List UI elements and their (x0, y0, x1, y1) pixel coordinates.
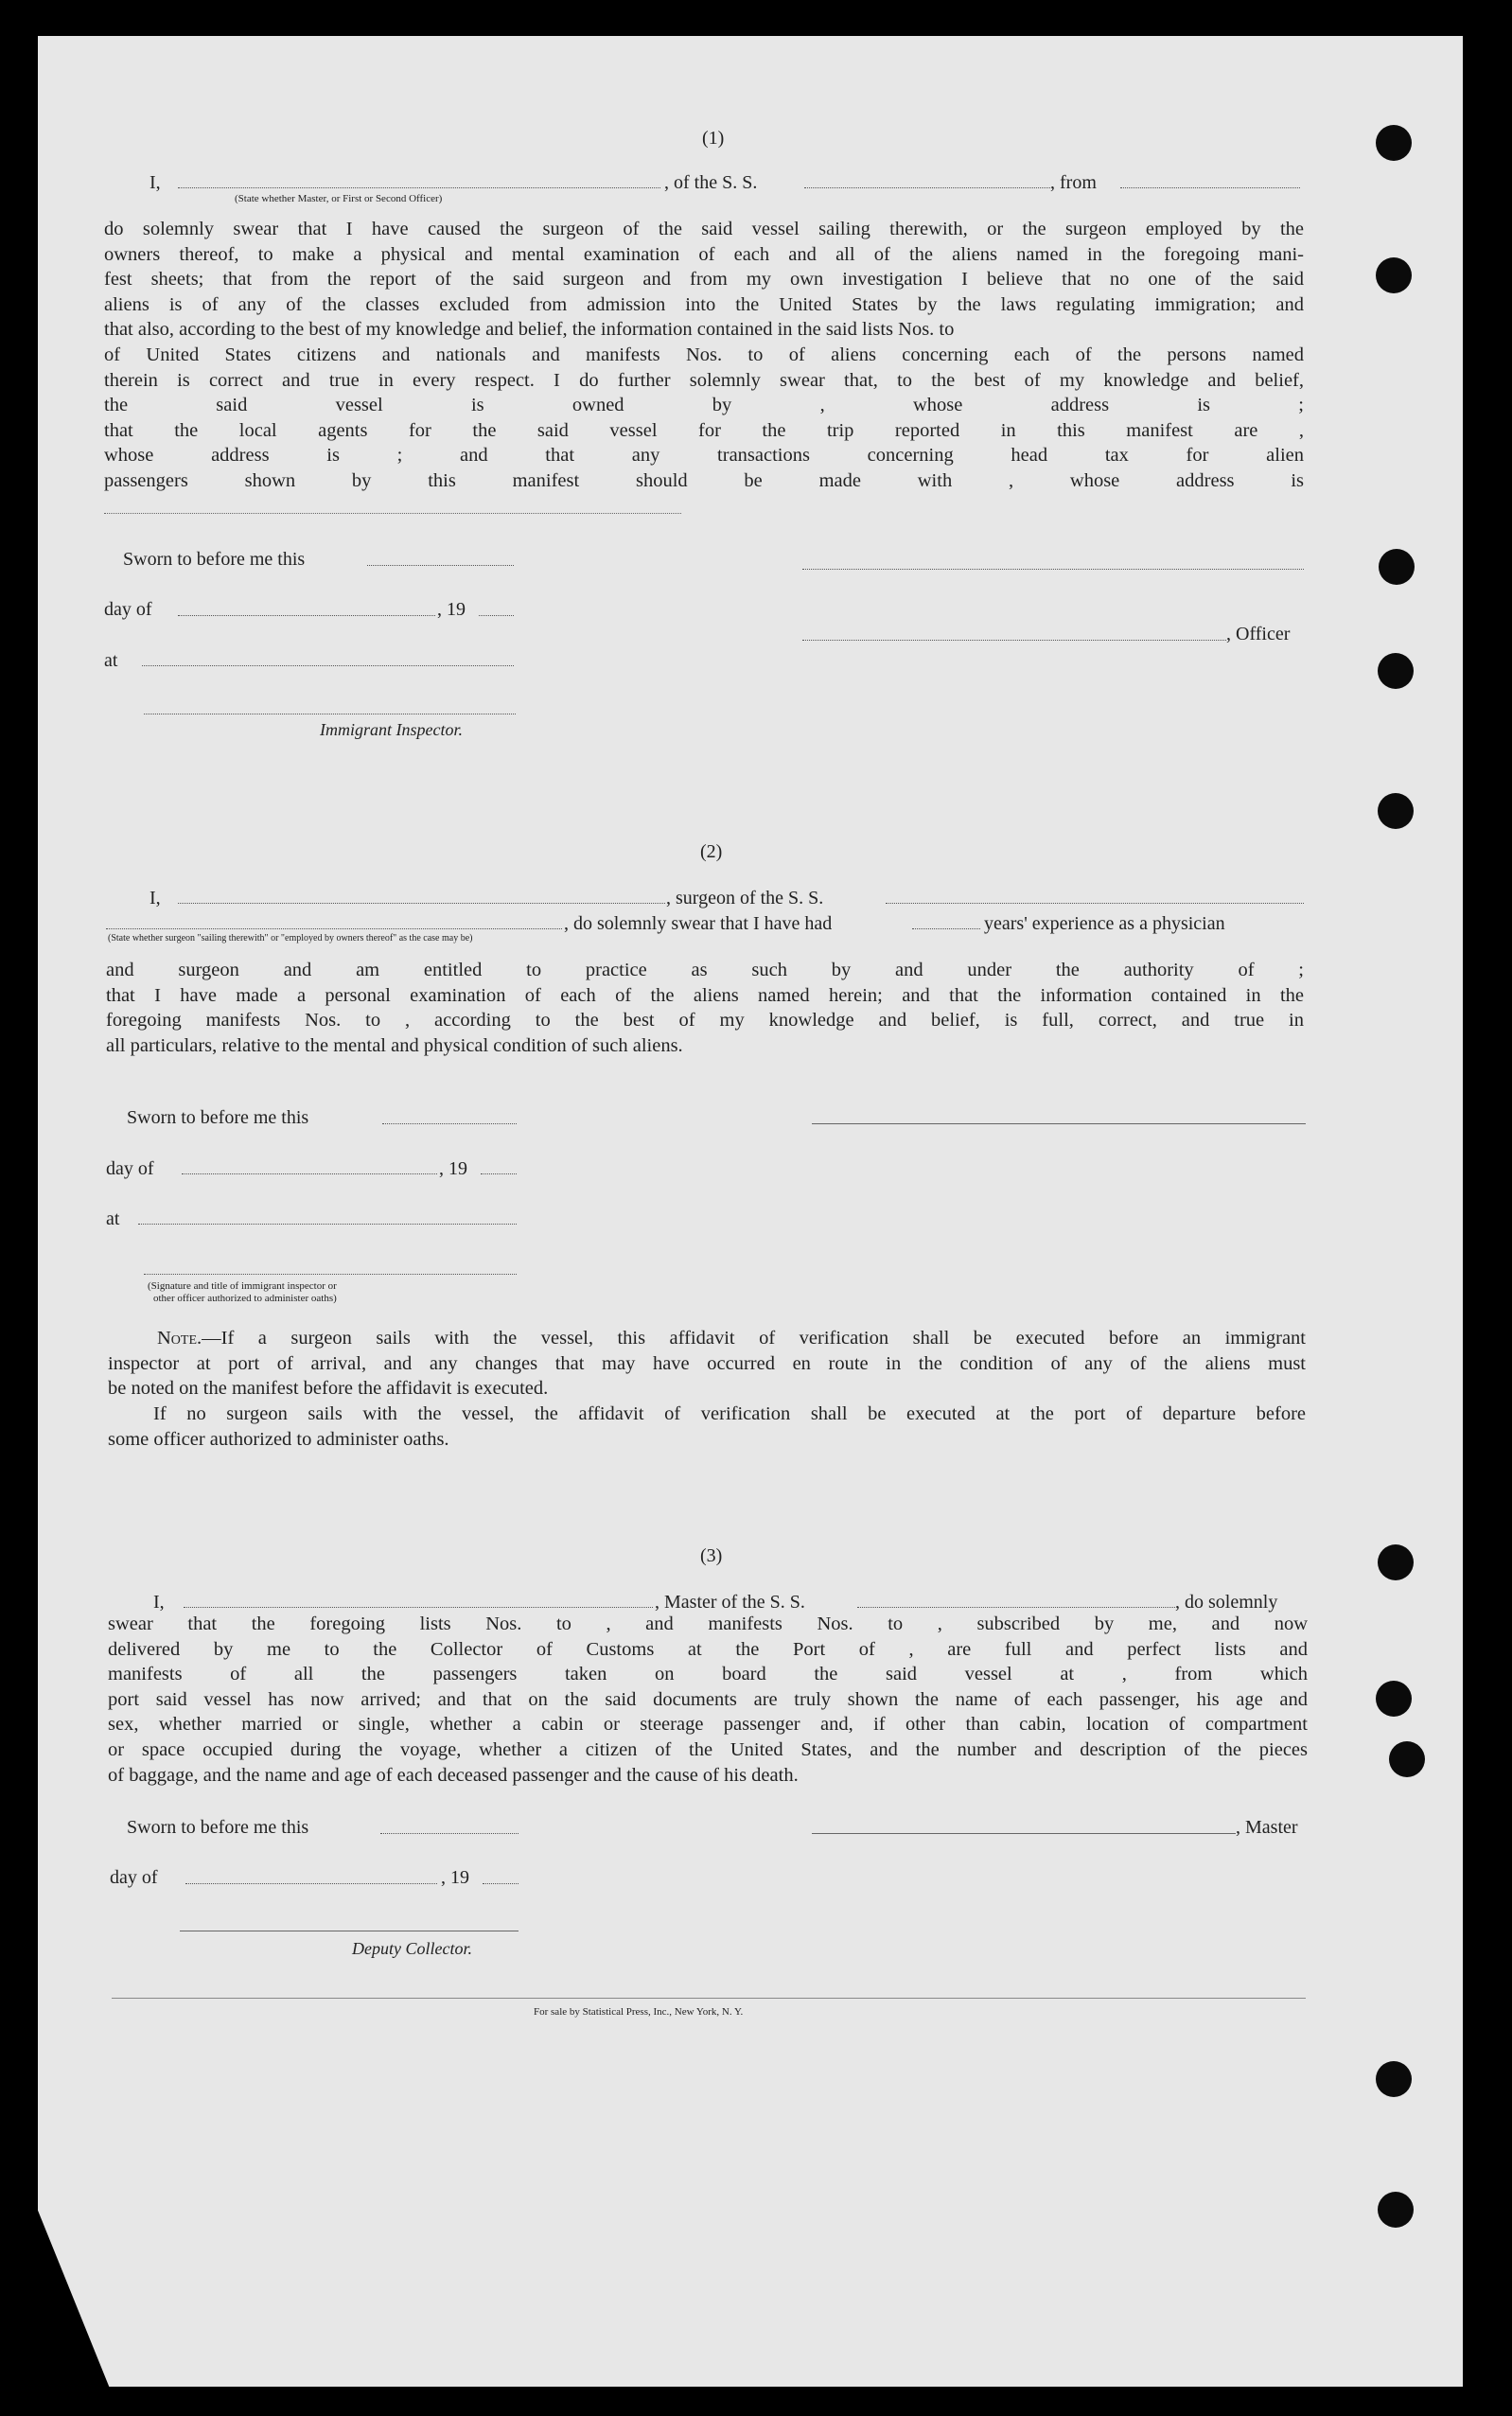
officer-label: , Officer (1226, 624, 1291, 644)
section-3-i: I, (153, 1592, 165, 1613)
year-field-1 (479, 615, 514, 616)
do-solemnly-swear-label: , do solemnly swear that I have had (564, 913, 833, 934)
from-label: , from (1050, 172, 1097, 193)
printer-imprint: For sale by Statistical Press, Inc., New York, N. Y. (534, 2006, 744, 2018)
month-field-3 (185, 1883, 437, 1884)
at-label-1: at (104, 650, 118, 671)
years-experience-field (912, 928, 980, 929)
officer-rank-field (178, 187, 660, 188)
section-2-i: I, (149, 888, 161, 908)
year-label-2: , 19 (439, 1158, 467, 1179)
signature-note-line-2: other officer authorized to administer oaths) (153, 1293, 337, 1304)
note-text: Note.—If a surgeon sails with the vessel, this affidavit of verification shall be executed before an immigrant inspector at port of arrival, and any changes that may have occurred en route in the condition of any of the aliens must be noted on the manifest before the affidavit is executed. (108, 1328, 1306, 1400)
punch-hole-icon (1376, 2061, 1412, 2097)
sworn-date-field-2 (382, 1123, 517, 1124)
punch-hole-icon (1379, 549, 1415, 585)
do-solemnly-label: , do solemnly (1175, 1592, 1278, 1613)
section-1-number: (1) (702, 128, 725, 149)
punch-hole-icon (1378, 2192, 1414, 2228)
officer-signature-field (802, 640, 1226, 641)
section-1-i: I, (149, 172, 161, 193)
officer-signature-field-top (802, 569, 1304, 570)
month-field-1 (178, 615, 435, 616)
note-2-text: If no surgeon sails with the vessel, the affidavit of verification shall be executed at the port of departure before some officer authorized to administer oaths. (108, 1403, 1306, 1450)
surgeon-ship-field (886, 903, 1304, 904)
punch-hole-icon (1378, 793, 1414, 829)
years-experience-label: years' experience as a physician (984, 913, 1225, 934)
day-of-label-3: day of (110, 1867, 158, 1888)
section-3-oath-text: swear that the foregoing lists Nos. to , and manifests Nos. to , subscribed by me, and now delivered by me to the Collector of Customs at the Port of , are full and perfect lists and manifests of all the passengers taken on board the said vessel at , from which port said vessel has now arrived; and that on the said documents are truly shown the name of each passenger, his age and sex, whether married or single, whether a cabin or steerage passenger and, if other than cabin, location of compartment or space occupied during the voyage, whether a citizen of the United States, and the number and description of the pieces of baggage, and the name and age of each deceased passenger and the cause of his death. (108, 1614, 1308, 1786)
surgeon-status-field (106, 928, 562, 929)
immigrant-inspector-label: Immigrant Inspector. (320, 720, 463, 739)
of-the-ss-label: , of the S. S. (664, 172, 758, 193)
sworn-date-field-1 (367, 565, 514, 566)
master-label: , Master (1236, 1817, 1298, 1838)
deputy-collector-label: Deputy Collector. (352, 1939, 472, 1958)
year-label-1: , 19 (437, 599, 466, 620)
surgeon-status-note: (State whether surgeon "sailing therewith" or "employed by owners thereof" as the case may be) (108, 933, 473, 943)
authorized-signature-field (144, 1274, 517, 1275)
year-field-2 (481, 1173, 517, 1174)
day-of-label-2: day of (106, 1158, 154, 1179)
sworn-date-field-3 (380, 1833, 519, 1834)
master-ship-field (857, 1607, 1175, 1608)
address-continuation-line (104, 513, 681, 514)
sworn-label-2: Sworn to before me this (127, 1107, 309, 1128)
section-2-oath-text: and surgeon and am entitled to practice as such by and under the authority of ; that I have made a personal examination of each of the aliens named herein; and that the information contained in the foregoing manifests Nos. to , according to the best of my knowledge and belief, is full, correct, and true in all particulars, relative to the mental and physical condition of such aliens. (106, 960, 1304, 1056)
at-label-2: at (106, 1208, 120, 1229)
master-of-ss-label: , Master of the S. S. (655, 1592, 805, 1613)
punch-hole-icon (1376, 125, 1412, 161)
at-place-field-2 (138, 1224, 517, 1225)
punch-hole-icon (1376, 1681, 1412, 1717)
master-name-field (184, 1607, 653, 1608)
year-field-3 (483, 1883, 519, 1884)
from-port-field (1120, 187, 1300, 188)
surgeon-signature-field (812, 1123, 1306, 1124)
sworn-label-3: Sworn to before me this (127, 1817, 309, 1838)
month-field-2 (182, 1173, 437, 1174)
sworn-label-1: Sworn to before me this (123, 549, 306, 570)
punch-hole-icon (1378, 653, 1414, 689)
year-label-3: , 19 (441, 1867, 469, 1888)
punch-hole-icon (1376, 257, 1412, 293)
section-2-number: (2) (700, 841, 723, 862)
note-label: Note. (157, 1328, 202, 1349)
day-of-label-1: day of (104, 599, 152, 620)
surgeon-of-ss-label: , surgeon of the S. S. (666, 888, 824, 908)
punch-hole-icon (1378, 1544, 1414, 1580)
punch-hole-icon (1389, 1741, 1425, 1777)
footer-divider (112, 1998, 1306, 1999)
ship-name-field (804, 187, 1050, 188)
signature-note-line-1: (Signature and title of immigrant inspector or (148, 1280, 337, 1292)
at-place-field-1 (142, 665, 514, 666)
section-3-number: (3) (700, 1545, 723, 1566)
surgeon-name-field (178, 903, 665, 904)
state-whether-master-note: (State whether Master, or First or Second Officer) (235, 193, 443, 204)
section-1-oath-text: do solemnly swear that I have caused the surgeon of the said vessel sailing therewith, or the surgeon employed by the owners thereof, to make a physical and mental examination of each and all of the aliens named in the foregoing mani- fest sheets; that from the report of the said surgeon and from my own investigation I believe that no one of the said aliens is of any of the classes excluded from admission into the United States by the laws regulating immigration; and that also, according to the best of my knowledge and belief, the information contained in the said lists Nos. to of United States citizens and nationals and manifests Nos. to of aliens concerning each of the persons named therein is correct and true in every respect. I do further solemnly swear that, to the best of my knowledge and belief, the said vessel is owned by , whose address is ; that the local agents for the said vessel for the trip reported in this manifest are , whose address is ; and that any transactions concerning head tax for alien passengers shown by this manifest should be made with , whose address is (104, 219, 1304, 491)
master-signature-field (812, 1833, 1236, 1834)
